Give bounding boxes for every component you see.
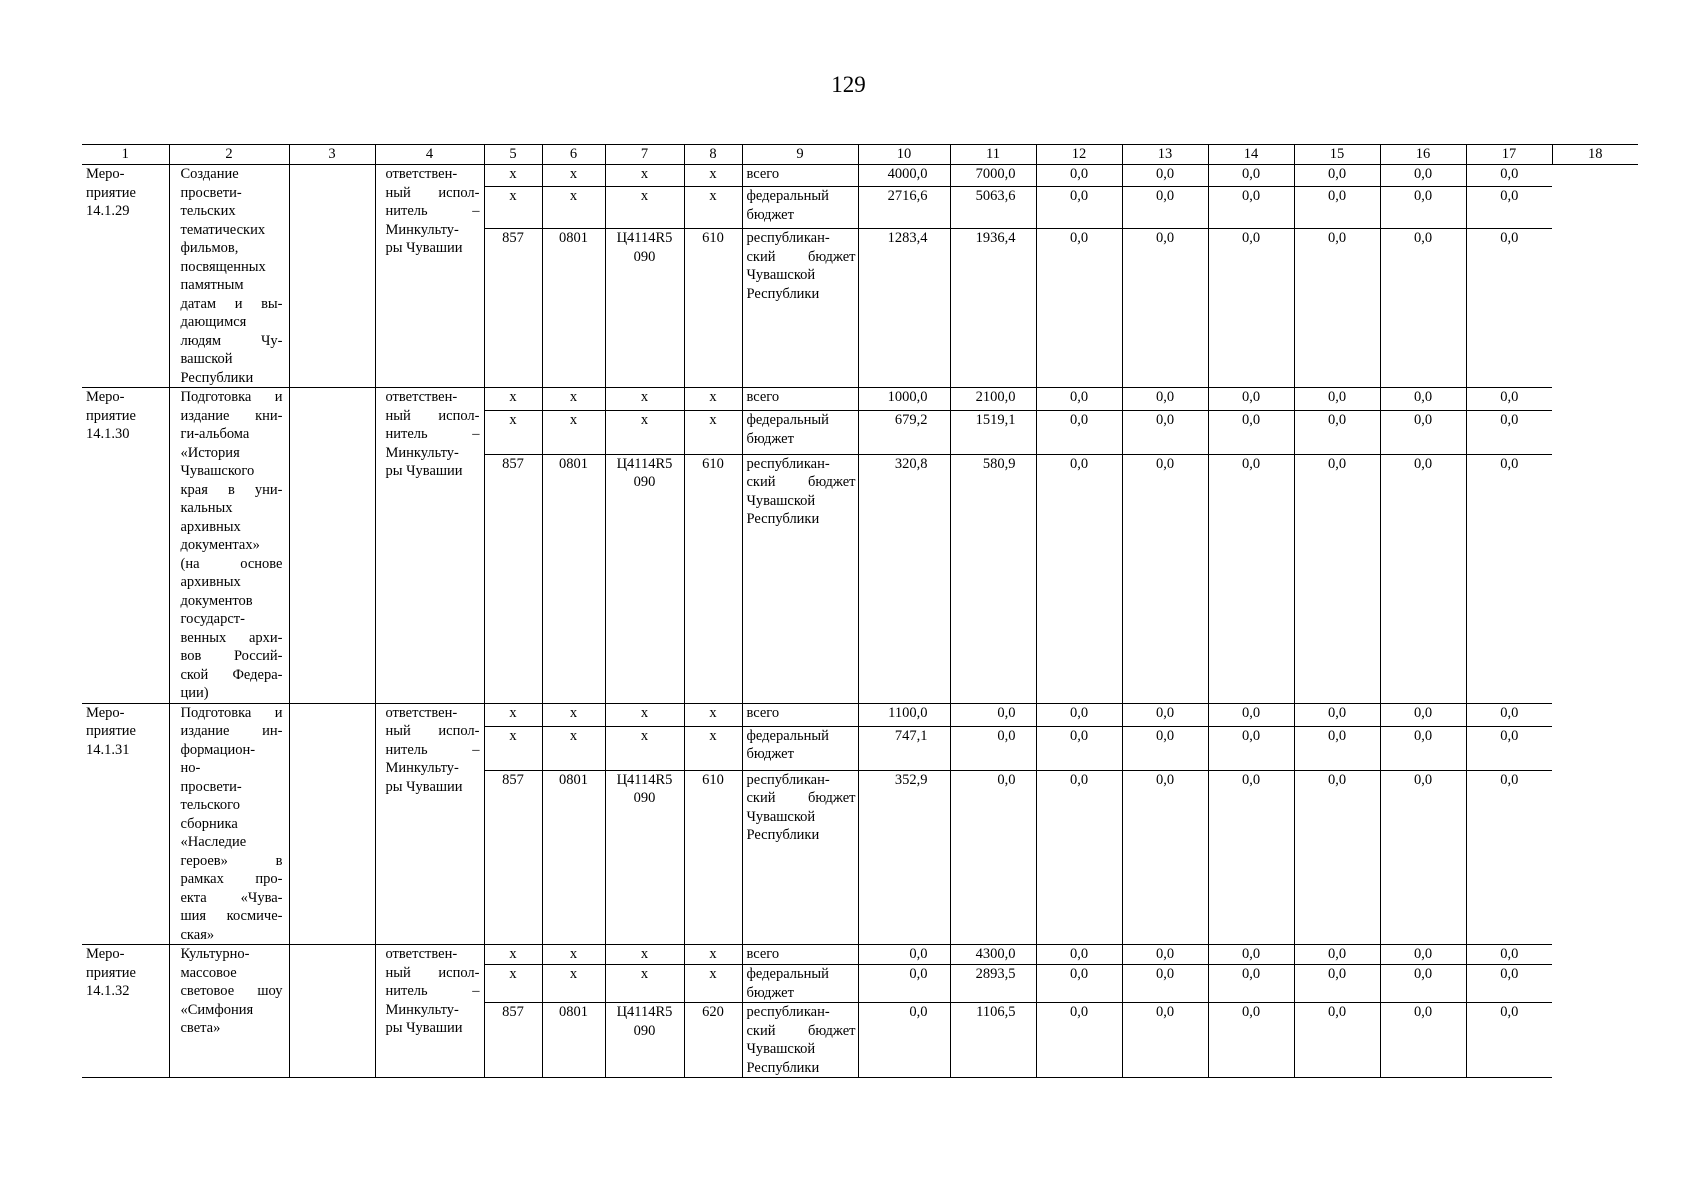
funding-source: федеральный бюджет (742, 726, 858, 770)
amount-cell: 0,0 (1380, 187, 1466, 229)
amount-cell: 0,0 (1380, 726, 1466, 770)
table-row (82, 388, 1638, 411)
column-number: 8 (684, 145, 742, 165)
amount-cell: 0,0 (1036, 454, 1122, 703)
section-code: х (542, 388, 605, 411)
grbs-code: 857 (484, 1003, 542, 1078)
amount-cell: 0,0 (1466, 945, 1552, 965)
amount-cell: 0,0 (1466, 388, 1552, 411)
target-code: Ц4114R5 090 (605, 454, 684, 703)
target-code: х (605, 411, 684, 455)
column-number: 11 (950, 145, 1036, 165)
amount-cell: 1936,4 (950, 229, 1036, 388)
column-number: 9 (742, 145, 858, 165)
column-number: 7 (605, 145, 684, 165)
amount-cell: 1519,1 (950, 411, 1036, 455)
section-code: х (542, 965, 605, 1003)
amount-cell: 0,0 (1036, 945, 1122, 965)
grbs-code: х (484, 945, 542, 965)
amount-cell: 0,0 (1208, 229, 1294, 388)
amount-cell: 0,0 (1294, 726, 1380, 770)
column-number: 17 (1466, 145, 1552, 165)
amount-cell: 0,0 (1036, 726, 1122, 770)
amount-cell: 0,0 (1036, 703, 1122, 726)
amount-cell: 0,0 (1466, 229, 1552, 388)
amount-cell: 0,0 (1294, 703, 1380, 726)
column-number: 12 (1036, 145, 1122, 165)
amount-cell: 2100,0 (950, 388, 1036, 411)
amount-cell: 0,0 (858, 1003, 950, 1078)
amount-cell: 0,0 (1036, 411, 1122, 455)
empty-cell (289, 945, 375, 1078)
empty-cell (289, 388, 375, 704)
section-code: х (542, 187, 605, 229)
column-number-row (82, 145, 1638, 165)
amount-cell: 0,0 (1294, 229, 1380, 388)
amount-cell: 0,0 (1294, 945, 1380, 965)
amount-cell: 1106,5 (950, 1003, 1036, 1078)
target-code: х (605, 965, 684, 1003)
column-number: 16 (1380, 145, 1466, 165)
amount-cell: 0,0 (950, 726, 1036, 770)
expense-type-code: 610 (684, 229, 742, 388)
amount-cell: 0,0 (1122, 388, 1208, 411)
column-number: 13 (1122, 145, 1208, 165)
amount-cell: 0,0 (1466, 411, 1552, 455)
amount-cell: 0,0 (1466, 965, 1552, 1003)
section-code: 0801 (542, 1003, 605, 1078)
grbs-code: 857 (484, 229, 542, 388)
column-number: 14 (1208, 145, 1294, 165)
amount-cell: 0,0 (1036, 965, 1122, 1003)
amount-cell: 747,1 (858, 726, 950, 770)
amount-cell: 0,0 (1122, 770, 1208, 944)
executor: ответствен- ный испол- нитель – Минкульту- ры Чувашии (375, 388, 484, 704)
executor: ответствен- ный испол- нитель – Минкульту- ры Чувашии (375, 703, 484, 945)
amount-cell: 0,0 (1208, 165, 1294, 187)
column-number: 10 (858, 145, 950, 165)
amount-cell: 0,0 (1122, 411, 1208, 455)
measure-description: Культурно- массовое световое шоу «Симфония света» (169, 945, 289, 1078)
amount-cell: 0,0 (1208, 454, 1294, 703)
target-code: х (605, 165, 684, 187)
measure-number: Меро- приятие 14.1.30 (82, 388, 169, 704)
column-number: 18 (1552, 145, 1638, 165)
measure-number: Меро- приятие 14.1.32 (82, 945, 169, 1078)
table-row (82, 165, 1638, 187)
executor: ответствен- ный испол- нитель – Минкульту- ры Чувашии (375, 165, 484, 388)
target-code: х (605, 703, 684, 726)
grbs-code: х (484, 187, 542, 229)
funding-source: федеральный бюджет (742, 965, 858, 1003)
target-code: Ц4114R5 090 (605, 229, 684, 388)
amount-cell: 0,0 (1036, 770, 1122, 944)
amount-cell: 0,0 (1208, 770, 1294, 944)
section-code: х (542, 411, 605, 455)
expense-type-code: х (684, 726, 742, 770)
measure-description: Подготовка и издание кни- ги-альбома «История Чувашского края в уни- кальных архивных документах» (на основе архивных документов государст- венных архи- вов Россий- ской Федера- ции) (169, 388, 289, 704)
expense-type-code: х (684, 965, 742, 1003)
amount-cell: 0,0 (1122, 165, 1208, 187)
amount-cell: 0,0 (1036, 1003, 1122, 1078)
target-code: х (605, 388, 684, 411)
amount-cell: 0,0 (1122, 229, 1208, 388)
amount-cell: 0,0 (1466, 454, 1552, 703)
amount-cell: 0,0 (1294, 1003, 1380, 1078)
amount-cell: 580,9 (950, 454, 1036, 703)
target-code: х (605, 726, 684, 770)
expense-type-code: 610 (684, 454, 742, 703)
amount-cell: 0,0 (1122, 726, 1208, 770)
amount-cell: 0,0 (1208, 965, 1294, 1003)
budget-table (82, 144, 1638, 1078)
funding-source: всего (742, 945, 858, 965)
amount-cell: 0,0 (1208, 187, 1294, 229)
empty-cell (289, 703, 375, 945)
amount-cell: 0,0 (1122, 1003, 1208, 1078)
amount-cell: 0,0 (1380, 703, 1466, 726)
amount-cell: 7000,0 (950, 165, 1036, 187)
amount-cell: 0,0 (1380, 165, 1466, 187)
amount-cell: 0,0 (1208, 1003, 1294, 1078)
amount-cell: 1100,0 (858, 703, 950, 726)
funding-source: республикан-ский бюджет Чувашской Республики (742, 770, 858, 944)
amount-cell: 0,0 (1294, 411, 1380, 455)
amount-cell: 0,0 (1208, 945, 1294, 965)
column-number: 5 (484, 145, 542, 165)
amount-cell: 0,0 (1294, 770, 1380, 944)
amount-cell: 0,0 (1466, 703, 1552, 726)
section-code: 0801 (542, 229, 605, 388)
amount-cell: 0,0 (1294, 388, 1380, 411)
amount-cell: 4300,0 (950, 945, 1036, 965)
amount-cell: 0,0 (1294, 454, 1380, 703)
amount-cell: 0,0 (1036, 187, 1122, 229)
amount-cell: 0,0 (1380, 945, 1466, 965)
amount-cell: 0,0 (1380, 411, 1466, 455)
section-code: х (542, 165, 605, 187)
target-code: Ц4114R5 090 (605, 1003, 684, 1078)
funding-source: республикан-ский бюджет Чувашской Республики (742, 229, 858, 388)
grbs-code: 857 (484, 770, 542, 944)
empty-cell (289, 165, 375, 388)
amount-cell: 0,0 (858, 945, 950, 965)
amount-cell: 0,0 (1122, 454, 1208, 703)
amount-cell: 0,0 (1380, 1003, 1466, 1078)
expense-type-code: 620 (684, 1003, 742, 1078)
amount-cell: 0,0 (950, 703, 1036, 726)
amount-cell: 0,0 (1122, 945, 1208, 965)
amount-cell: 0,0 (1294, 187, 1380, 229)
amount-cell: 0,0 (1294, 965, 1380, 1003)
target-code: х (605, 945, 684, 965)
grbs-code: х (484, 165, 542, 187)
funding-source: республикан-ский бюджет Чувашской Республики (742, 1003, 858, 1078)
column-number: 15 (1294, 145, 1380, 165)
column-number: 6 (542, 145, 605, 165)
amount-cell: 0,0 (1208, 726, 1294, 770)
target-code: х (605, 187, 684, 229)
column-number: 4 (375, 145, 484, 165)
grbs-code: х (484, 726, 542, 770)
funding-source: всего (742, 165, 858, 187)
amount-cell: 0,0 (1466, 187, 1552, 229)
target-code: Ц4114R5 090 (605, 770, 684, 944)
section-code: х (542, 945, 605, 965)
amount-cell: 0,0 (1036, 165, 1122, 187)
amount-cell: 679,2 (858, 411, 950, 455)
section-code: х (542, 703, 605, 726)
amount-cell: 0,0 (1122, 703, 1208, 726)
amount-cell: 5063,6 (950, 187, 1036, 229)
expense-type-code: 610 (684, 770, 742, 944)
amount-cell: 0,0 (1380, 229, 1466, 388)
amount-cell: 0,0 (950, 770, 1036, 944)
section-code: х (542, 726, 605, 770)
amount-cell: 0,0 (1380, 388, 1466, 411)
funding-source: всего (742, 388, 858, 411)
expense-type-code: х (684, 945, 742, 965)
measure-description: Подготовка и издание ин- формацион- но- просвети- тельского сборника «Наследие героев» в рамках про- екта «Чува- шия космиче- ская» (169, 703, 289, 945)
expense-type-code: х (684, 388, 742, 411)
amount-cell: 352,9 (858, 770, 950, 944)
expense-type-code: х (684, 411, 742, 455)
amount-cell: 0,0 (1466, 1003, 1552, 1078)
amount-cell: 0,0 (1380, 770, 1466, 944)
expense-type-code: х (684, 703, 742, 726)
amount-cell: 0,0 (1380, 965, 1466, 1003)
grbs-code: х (484, 703, 542, 726)
amount-cell: 1000,0 (858, 388, 950, 411)
amount-cell: 0,0 (1208, 703, 1294, 726)
table-row (82, 703, 1638, 726)
amount-cell: 0,0 (1466, 770, 1552, 944)
amount-cell: 1283,4 (858, 229, 950, 388)
amount-cell: 0,0 (1208, 388, 1294, 411)
column-number: 2 (169, 145, 289, 165)
amount-cell: 4000,0 (858, 165, 950, 187)
grbs-code: 857 (484, 454, 542, 703)
amount-cell: 0,0 (1036, 388, 1122, 411)
expense-type-code: х (684, 187, 742, 229)
section-code: 0801 (542, 454, 605, 703)
funding-source: всего (742, 703, 858, 726)
amount-cell: 0,0 (1036, 229, 1122, 388)
column-number: 3 (289, 145, 375, 165)
column-number: 1 (82, 145, 169, 165)
expense-type-code: х (684, 165, 742, 187)
measure-number: Меро- приятие 14.1.29 (82, 165, 169, 388)
measure-number: Меро- приятие 14.1.31 (82, 703, 169, 945)
funding-source: федеральный бюджет (742, 411, 858, 455)
funding-source: федеральный бюджет (742, 187, 858, 229)
amount-cell: 320,8 (858, 454, 950, 703)
amount-cell: 0,0 (1466, 726, 1552, 770)
amount-cell: 2716,6 (858, 187, 950, 229)
amount-cell: 0,0 (1122, 187, 1208, 229)
grbs-code: х (484, 965, 542, 1003)
section-code: 0801 (542, 770, 605, 944)
amount-cell: 2893,5 (950, 965, 1036, 1003)
funding-source: республикан-ский бюджет Чувашской Республики (742, 454, 858, 703)
page-number: 129 (831, 72, 866, 97)
amount-cell: 0,0 (1466, 165, 1552, 187)
measure-description: Создание просвети- тельских тематических фильмов, посвященных памятным датам и вы- дающимся людям Чу- вашской Республики (169, 165, 289, 388)
amount-cell: 0,0 (1122, 965, 1208, 1003)
grbs-code: х (484, 388, 542, 411)
amount-cell: 0,0 (1380, 454, 1466, 703)
amount-cell: 0,0 (1208, 411, 1294, 455)
table-row (82, 945, 1638, 965)
amount-cell: 0,0 (1294, 165, 1380, 187)
executor: ответствен- ный испол- нитель – Минкульту- ры Чувашии (375, 945, 484, 1078)
amount-cell: 0,0 (858, 965, 950, 1003)
grbs-code: х (484, 411, 542, 455)
